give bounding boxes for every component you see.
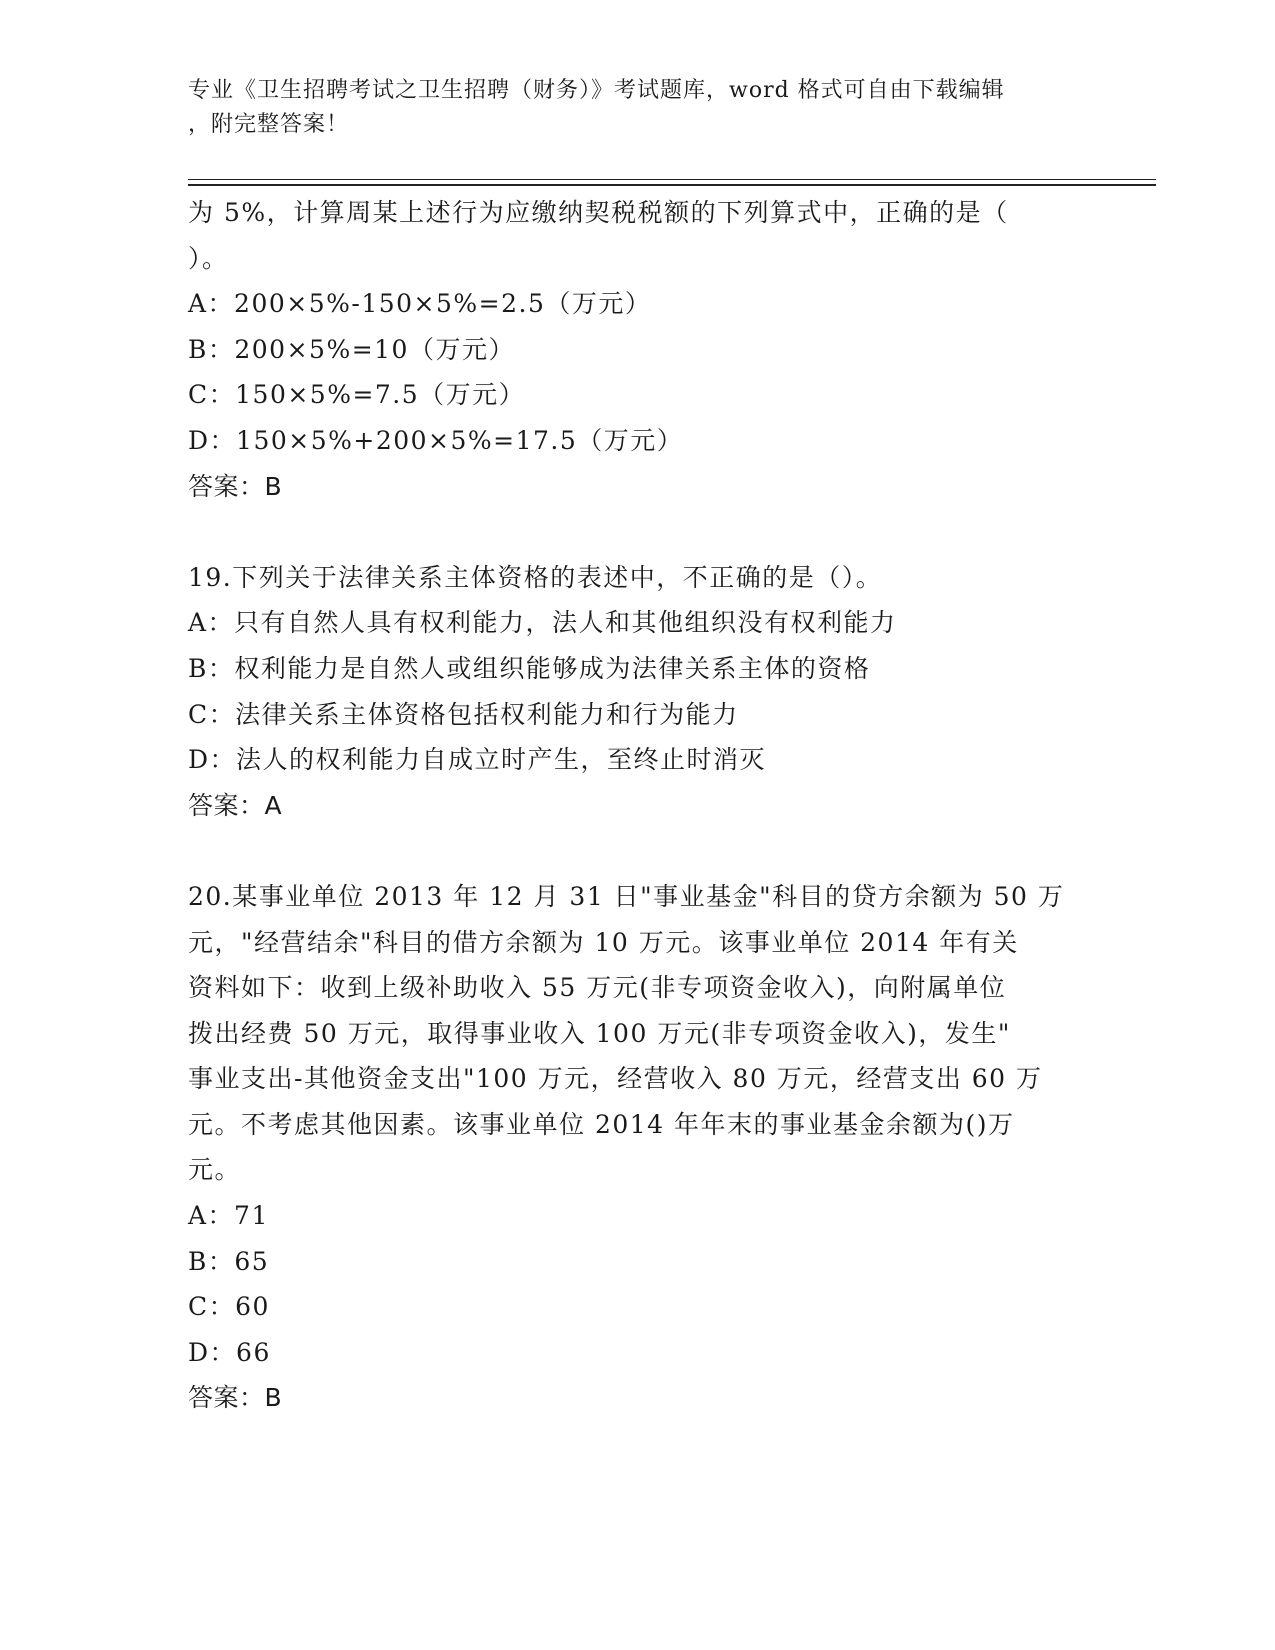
answer-line: 答案：B xyxy=(188,1383,283,1413)
question-stem-line: 拨出经费 50 万元，取得事业收入 100 万元(非专项资金收入)，发生" xyxy=(188,1018,1011,1048)
question-stem-line: ）。 xyxy=(188,243,229,273)
option-c: C：150×5%=7.5（万元） xyxy=(188,380,526,410)
option-a: A：71 xyxy=(188,1201,269,1231)
question-block xyxy=(188,874,1088,1421)
question-block xyxy=(188,190,1088,509)
option-c: C：60 xyxy=(188,1292,270,1322)
question-stem-line: 资料如下：收到上级补助收入 55 万元(非专项资金收入)，向附属单位 xyxy=(188,973,1007,1003)
option-d: D：法人的权利能力自成立时产生，至终止时消灭 xyxy=(188,745,767,775)
spacer xyxy=(188,509,1088,555)
question-stem-line: 元。不考虑其他因素。该事业单位 2014 年年末的事业基金余额为()万 xyxy=(188,1109,1015,1139)
question-stem-line: 元，"经营结余"科目的借方余额为 10 万元。该事业单位 2014 年有关 xyxy=(188,927,1019,957)
question-stem-line: 元。 xyxy=(188,1155,242,1185)
question-list xyxy=(188,190,1088,1421)
spacer xyxy=(188,828,1088,874)
option-a: A：只有自然人具有权利能力，法人和其他组织没有权利能力 xyxy=(188,608,897,638)
question-stem-line: 事业支出-其他资金支出"100 万元，经营收入 80 万元，经营支出 60 万 xyxy=(188,1064,1043,1094)
answer-line: 答案：A xyxy=(188,790,283,820)
document-header xyxy=(188,74,1078,142)
header-line-2: ，附完整答案！ xyxy=(188,112,350,137)
answer-line: 答案：B xyxy=(188,471,283,501)
option-b: B：200×5%=10（万元） xyxy=(188,334,515,364)
question-stem-line: 20.某事业单位 2013 年 12 月 31 日"事业基金"科目的贷方余额为 50 万 xyxy=(188,881,1065,911)
option-c: C：法律关系主体资格包括权利能力和行为能力 xyxy=(188,699,739,729)
question-block xyxy=(188,555,1088,829)
header-line-1: 专业《卫生招聘考试之卫生招聘（财务）》考试题库，word 格式可自由下载编辑 xyxy=(188,78,1005,103)
header-rule-thin xyxy=(188,179,1156,180)
option-b: B：权利能力是自然人或组织能够成为法律关系主体的资格 xyxy=(188,653,871,683)
question-stem-line: 为 5%，计算周某上述行为应缴纳契税税额的下列算式中，正确的是（ xyxy=(188,198,1009,227)
option-b: B：65 xyxy=(188,1246,270,1276)
question-stem-line: 19.下列关于法律关系主体资格的表述中，不正确的是（）。 xyxy=(188,562,883,592)
option-d: D：150×5%+200×5%=17.5（万元） xyxy=(188,425,684,455)
header-rule-thick xyxy=(188,184,1156,186)
option-d: D：66 xyxy=(188,1337,271,1367)
option-a: A：200×5%-150×5%=2.5（万元） xyxy=(188,289,652,319)
